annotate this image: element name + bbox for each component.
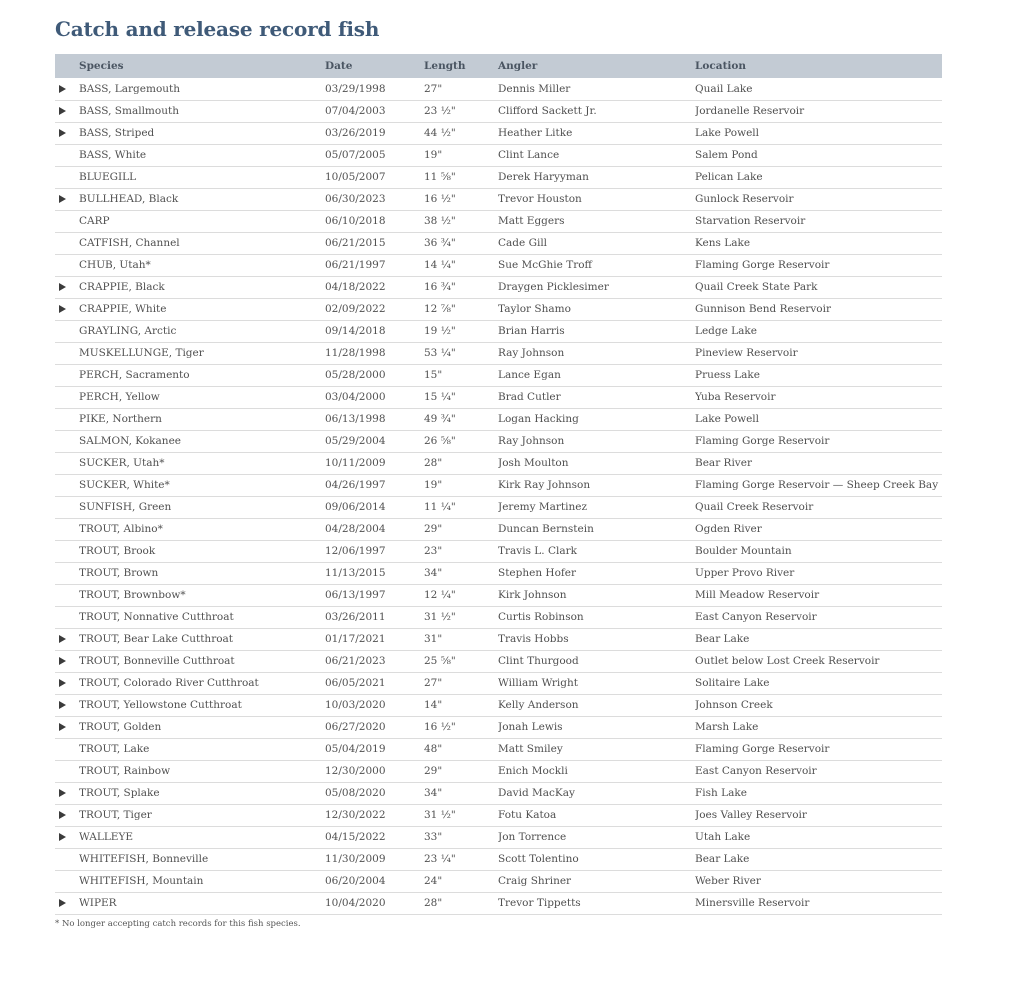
expand-cell: [55, 584, 79, 606]
expand-cell[interactable]: [55, 276, 79, 298]
cell-location: Jordanelle Reservoir: [695, 105, 805, 117]
table-row: [55, 144, 942, 166]
table-row: [55, 342, 942, 364]
expand-cell[interactable]: [55, 672, 79, 694]
cell-length: 28": [424, 897, 443, 909]
cell-length: 15 ¼": [424, 391, 456, 403]
expand-cell: [55, 738, 79, 760]
cell-date: 06/21/2023: [325, 655, 386, 667]
expand-cell: [55, 430, 79, 452]
cell-location: Starvation Reservoir: [695, 215, 806, 227]
cell-location: Flaming Gorge Reservoir: [695, 743, 830, 755]
table-body: [55, 78, 942, 914]
table-row[interactable]: [55, 694, 942, 716]
cell-length: 23": [424, 545, 443, 557]
cell-angler: Scott Tolentino: [498, 853, 579, 865]
cell-date: 05/04/2019: [325, 743, 386, 755]
cell-date: 06/20/2004: [325, 875, 386, 887]
cell-location: Utah Lake: [695, 831, 751, 843]
table-header: [55, 54, 942, 78]
expand-cell: [55, 474, 79, 496]
cell-species: CRAPPIE, Black: [79, 281, 165, 293]
expand-triangle-icon[interactable]: [59, 129, 66, 137]
cell-date: 03/04/2000: [325, 391, 386, 403]
cell-date: 09/14/2018: [325, 325, 386, 337]
cell-date: 12/30/2022: [325, 809, 386, 821]
cell-date: 06/13/1998: [325, 413, 386, 425]
expand-triangle-icon[interactable]: [59, 811, 66, 819]
expand-triangle-icon[interactable]: [59, 657, 66, 665]
expand-column-header: [55, 54, 79, 78]
cell-species: SALMON, Kokanee: [79, 435, 181, 447]
cell-location: Ledge Lake: [695, 325, 757, 337]
cell-length: 27": [424, 82, 443, 95]
expand-cell[interactable]: [55, 100, 79, 122]
expand-cell[interactable]: [55, 78, 79, 100]
cell-angler: Brian Harris: [498, 325, 565, 337]
cell-length: 14": [424, 699, 443, 711]
cell-location: Flaming Gorge Reservoir: [695, 259, 830, 271]
expand-cell: [55, 254, 79, 276]
cell-location: Bear River: [695, 457, 752, 469]
cell-species: WALLEYE: [79, 831, 134, 843]
cell-species: GRAYLING, Arctic: [79, 325, 177, 337]
cell-species: TROUT, Brownbow*: [79, 589, 186, 601]
cell-angler: Dennis Miller: [498, 82, 571, 95]
cell-date: 06/05/2021: [325, 677, 386, 689]
expand-triangle-icon[interactable]: [59, 85, 66, 93]
cell-date: 06/21/2015: [325, 237, 386, 249]
cell-species: TROUT, Albino*: [79, 523, 163, 535]
cell-location: Pelican Lake: [695, 171, 763, 183]
table-row: [55, 210, 942, 232]
cell-length: 19 ½": [424, 325, 456, 337]
cell-location: Joes Valley Reservoir: [695, 809, 807, 821]
cell-location: Bear Lake: [695, 633, 750, 645]
expand-cell: [55, 452, 79, 474]
table-row: [55, 430, 942, 452]
cell-location: Solitaire Lake: [695, 677, 770, 689]
cell-length: 23 ½": [424, 105, 456, 117]
cell-length: 28": [424, 457, 443, 469]
cell-length: 31 ½": [424, 809, 456, 821]
cell-angler: Brad Cutler: [498, 391, 561, 403]
cell-angler: Ray Johnson: [498, 347, 565, 359]
cell-species: BASS, White: [79, 149, 147, 161]
cell-species: WHITEFISH, Mountain: [79, 875, 204, 887]
cell-angler: Kirk Johnson: [498, 589, 567, 601]
cell-location: Flaming Gorge Reservoir — Sheep Creek Bay: [695, 479, 939, 491]
cell-date: 06/30/2023: [325, 193, 386, 205]
expand-cell[interactable]: [55, 826, 79, 848]
table-row: [55, 232, 942, 254]
column-header-species: Species: [79, 60, 124, 72]
cell-date: 06/13/1997: [325, 589, 386, 601]
cell-species: TROUT, Bear Lake Cutthroat: [79, 633, 234, 645]
cell-species: TROUT, Tiger: [79, 809, 152, 821]
expand-cell: [55, 518, 79, 540]
cell-location: Gunlock Reservoir: [695, 193, 794, 205]
cell-length: 31": [424, 633, 443, 645]
table-row: [55, 606, 942, 628]
cell-date: 01/17/2021: [325, 633, 386, 645]
expand-triangle-icon[interactable]: [59, 107, 66, 115]
cell-location: Weber River: [695, 875, 761, 887]
table-row[interactable]: [55, 78, 942, 100]
table-row[interactable]: [55, 298, 942, 320]
cell-species: SUCKER, Utah*: [79, 457, 165, 469]
table-row[interactable]: [55, 122, 942, 144]
cell-length: 27": [424, 677, 443, 689]
table-row[interactable]: [55, 188, 942, 210]
table-row: [55, 474, 942, 496]
table-row: [55, 518, 942, 540]
cell-species: TROUT, Brown: [79, 567, 159, 579]
expand-cell: [55, 408, 79, 430]
table-row: [55, 408, 942, 430]
cell-length: 16 ¾": [424, 281, 456, 293]
table-row: [55, 870, 942, 892]
expand-cell: [55, 540, 79, 562]
cell-angler: Logan Hacking: [498, 413, 579, 425]
cell-species: BULLHEAD, Black: [79, 193, 179, 205]
cell-date: 12/06/1997: [325, 545, 386, 557]
cell-length: 16 ½": [424, 193, 456, 205]
cell-species: MUSKELLUNGE, Tiger: [79, 347, 204, 359]
expand-triangle-icon[interactable]: [59, 723, 66, 731]
table-row[interactable]: [55, 100, 942, 122]
expand-cell[interactable]: [55, 650, 79, 672]
table-row: [55, 320, 942, 342]
expand-cell: [55, 606, 79, 628]
cell-length: 26 ⅝": [424, 435, 456, 447]
cell-species: SUNFISH, Green: [79, 501, 172, 513]
cell-length: 48": [424, 743, 443, 755]
records-table: [55, 54, 942, 915]
cell-angler: Jeremy Martinez: [498, 501, 587, 513]
expand-cell: [55, 870, 79, 892]
cell-location: Pruess Lake: [695, 369, 760, 381]
cell-species: WIPER: [79, 897, 117, 909]
cell-angler: Kelly Anderson: [498, 699, 579, 711]
table-row[interactable]: [55, 782, 942, 804]
expand-triangle-icon[interactable]: [59, 305, 66, 313]
column-header-angler: Angler: [498, 60, 538, 72]
cell-location: Ogden River: [695, 523, 762, 535]
cell-species: TROUT, Lake: [79, 743, 150, 755]
cell-date: 03/26/2019: [325, 127, 386, 139]
cell-angler: Craig Shriner: [498, 875, 572, 887]
cell-length: 11 ⅝": [424, 171, 456, 183]
cell-length: 19": [424, 149, 443, 161]
cell-date: 11/13/2015: [325, 567, 386, 579]
cell-length: 34": [424, 567, 443, 579]
cell-date: 05/07/2005: [325, 149, 386, 161]
cell-location: Johnson Creek: [695, 699, 773, 711]
expand-cell: [55, 232, 79, 254]
cell-species: TROUT, Brook: [79, 545, 156, 557]
table-row: [55, 386, 942, 408]
cell-angler: Jonah Lewis: [498, 721, 563, 733]
cell-angler: Lance Egan: [498, 369, 561, 381]
expand-triangle-icon[interactable]: [59, 635, 66, 643]
cell-date: 05/08/2020: [325, 787, 386, 799]
cell-angler: William Wright: [498, 677, 578, 689]
expand-cell[interactable]: [55, 628, 79, 650]
cell-angler: Clifford Sackett Jr.: [498, 105, 597, 117]
table-row[interactable]: [55, 892, 942, 914]
cell-species: BLUEGILL: [79, 171, 137, 183]
cell-length: 36 ¾": [424, 237, 456, 249]
cell-date: 10/04/2020: [325, 897, 386, 909]
cell-species: TROUT, Yellowstone Cutthroat: [79, 699, 242, 711]
cell-species: BASS, Striped: [79, 127, 155, 139]
cell-angler: Curtis Robinson: [498, 611, 584, 623]
table-row[interactable]: [55, 628, 942, 650]
cell-location: Quail Creek State Park: [695, 281, 818, 293]
cell-location: Quail Creek Reservoir: [695, 501, 814, 513]
expand-cell: [55, 760, 79, 782]
cell-species: PERCH, Sacramento: [79, 369, 190, 381]
cell-location: Boulder Mountain: [695, 545, 792, 557]
table-row: [55, 496, 942, 518]
cell-angler: Taylor Shamo: [498, 303, 571, 315]
column-header-location: Location: [695, 60, 747, 72]
table-row[interactable]: [55, 276, 942, 298]
cell-length: 29": [424, 523, 443, 535]
expand-cell: [55, 496, 79, 518]
cell-length: 24": [424, 875, 443, 887]
expand-triangle-icon[interactable]: [59, 899, 66, 907]
cell-date: 04/18/2022: [325, 281, 386, 293]
expand-triangle-icon[interactable]: [59, 283, 66, 291]
table-row[interactable]: [55, 804, 942, 826]
cell-angler: Fotu Katoa: [498, 809, 557, 821]
column-header-date: Date: [325, 60, 353, 72]
cell-species: CHUB, Utah*: [79, 259, 151, 271]
cell-species: CARP: [79, 215, 110, 227]
expand-cell: [55, 364, 79, 386]
cell-date: 04/26/1997: [325, 479, 386, 491]
cell-date: 04/15/2022: [325, 831, 386, 843]
expand-triangle-icon[interactable]: [59, 789, 66, 797]
expand-cell: [55, 320, 79, 342]
cell-location: East Canyon Reservoir: [695, 611, 817, 623]
cell-species: TROUT, Rainbow: [79, 765, 171, 777]
cell-location: Pineview Reservoir: [695, 347, 798, 359]
cell-species: PIKE, Northern: [79, 413, 162, 425]
expand-cell[interactable]: [55, 716, 79, 738]
table-row: [55, 166, 942, 188]
expand-triangle-icon[interactable]: [59, 833, 66, 841]
page-title: Catch and release record fish: [55, 17, 380, 41]
cell-angler: Duncan Bernstein: [498, 523, 594, 535]
cell-species: BASS, Largemouth: [79, 82, 181, 95]
cell-date: 06/27/2020: [325, 721, 386, 733]
cell-length: 33": [424, 831, 443, 843]
cell-species: PERCH, Yellow: [79, 391, 160, 403]
expand-cell: [55, 144, 79, 166]
cell-length: 53 ¼": [424, 347, 456, 359]
cell-angler: Trevor Tippetts: [498, 897, 581, 909]
expand-cell[interactable]: [55, 188, 79, 210]
cell-angler: Matt Smiley: [498, 743, 563, 755]
cell-location: Flaming Gorge Reservoir: [695, 435, 830, 447]
footnote: * No longer accepting catch records for this fish species.: [55, 919, 301, 929]
cell-angler: Travis L. Clark: [498, 545, 577, 557]
cell-angler: Heather Litke: [498, 127, 573, 139]
cell-location: Salem Pond: [695, 149, 758, 161]
table-row[interactable]: [55, 672, 942, 694]
table-row: [55, 760, 942, 782]
table-row: [55, 738, 942, 760]
cell-date: 06/10/2018: [325, 215, 386, 227]
cell-date: 12/30/2000: [325, 765, 386, 777]
cell-date: 07/04/2003: [325, 105, 386, 117]
cell-date: 10/05/2007: [325, 171, 386, 183]
cell-length: 49 ¾": [424, 413, 456, 425]
expand-cell[interactable]: [55, 298, 79, 320]
cell-date: 05/29/2004: [325, 435, 386, 447]
cell-angler: Travis Hobbs: [498, 633, 569, 645]
header-row: [55, 54, 942, 78]
expand-triangle-icon[interactable]: [59, 701, 66, 709]
cell-species: BASS, Smallmouth: [79, 105, 179, 117]
expand-cell[interactable]: [55, 122, 79, 144]
table-row: [55, 584, 942, 606]
cell-date: 05/28/2000: [325, 369, 386, 381]
cell-length: 23 ¼": [424, 853, 456, 865]
cell-length: 38 ½": [424, 215, 456, 227]
cell-angler: Cade Gill: [498, 237, 548, 249]
cell-species: TROUT, Bonneville Cutthroat: [79, 655, 235, 667]
cell-location: Fish Lake: [695, 787, 747, 799]
column-header-length: Length: [424, 60, 466, 72]
expand-cell[interactable]: [55, 782, 79, 804]
expand-cell: [55, 386, 79, 408]
cell-length: 14 ¼": [424, 259, 456, 271]
cell-location: Upper Provo River: [695, 567, 795, 579]
cell-date: 11/30/2009: [325, 853, 386, 865]
cell-location: Mill Meadow Reservoir: [695, 589, 820, 601]
table-row: [55, 254, 942, 276]
cell-date: 09/06/2014: [325, 501, 386, 513]
cell-angler: Josh Moulton: [498, 457, 569, 469]
expand-cell: [55, 166, 79, 188]
cell-length: 34": [424, 787, 443, 799]
cell-length: 44 ½": [424, 127, 456, 139]
cell-location: Kens Lake: [695, 237, 751, 249]
table-row: [55, 848, 942, 870]
cell-species: TROUT, Nonnative Cutthroat: [79, 611, 234, 623]
cell-angler: Trevor Houston: [498, 193, 582, 205]
cell-angler: Stephen Hofer: [498, 567, 577, 579]
cell-angler: David MacKay: [498, 787, 575, 799]
cell-date: 11/28/1998: [325, 347, 386, 359]
cell-date: 06/21/1997: [325, 259, 386, 271]
table-row[interactable]: [55, 716, 942, 738]
cell-location: Yuba Reservoir: [695, 391, 776, 403]
cell-date: 04/28/2004: [325, 523, 386, 535]
cell-location: Lake Powell: [695, 413, 760, 425]
table-row: [55, 562, 942, 584]
cell-length: 15": [424, 369, 443, 381]
cell-location: Quail Lake: [695, 82, 753, 95]
cell-length: 31 ½": [424, 611, 456, 623]
cell-location: Outlet below Lost Creek Reservoir: [695, 655, 880, 667]
cell-location: Lake Powell: [695, 127, 760, 139]
cell-angler: Sue McGhie Troff: [498, 259, 593, 271]
cell-length: 12 ¼": [424, 589, 456, 601]
cell-length: 12 ⅞": [424, 303, 456, 315]
expand-cell[interactable]: [55, 804, 79, 826]
expand-triangle-icon[interactable]: [59, 679, 66, 687]
table-row: [55, 452, 942, 474]
cell-date: 10/03/2020: [325, 699, 386, 711]
cell-species: CRAPPIE, White: [79, 303, 167, 315]
cell-location: Minersville Reservoir: [695, 897, 810, 909]
cell-species: TROUT, Golden: [79, 721, 162, 733]
table-row: [55, 540, 942, 562]
cell-date: 10/11/2009: [325, 457, 386, 469]
cell-angler: Clint Lance: [498, 149, 560, 161]
expand-cell: [55, 562, 79, 584]
cell-date: 03/29/1998: [325, 82, 386, 95]
expand-cell: [55, 848, 79, 870]
cell-location: Bear Lake: [695, 853, 750, 865]
cell-angler: Clint Thurgood: [498, 655, 579, 667]
cell-date: 03/26/2011: [325, 611, 386, 623]
cell-location: East Canyon Reservoir: [695, 765, 817, 777]
cell-length: 16 ½": [424, 721, 456, 733]
expand-cell: [55, 342, 79, 364]
cell-length: 19": [424, 479, 443, 491]
expand-cell[interactable]: [55, 892, 79, 914]
cell-angler: Kirk Ray Johnson: [498, 479, 591, 491]
expand-cell: [55, 210, 79, 232]
cell-species: WHITEFISH, Bonneville: [79, 853, 209, 865]
cell-species: TROUT, Splake: [79, 787, 160, 799]
cell-angler: Jon Torrence: [498, 831, 567, 843]
cell-angler: Ray Johnson: [498, 435, 565, 447]
cell-angler: Derek Haryyman: [498, 171, 589, 183]
table-row[interactable]: [55, 650, 942, 672]
cell-location: Gunnison Bend Reservoir: [695, 303, 831, 315]
cell-date: 02/09/2022: [325, 303, 386, 315]
cell-length: 11 ¼": [424, 501, 456, 513]
cell-species: CATFISH, Channel: [79, 237, 180, 249]
cell-length: 29": [424, 765, 443, 777]
table-row: [55, 364, 942, 386]
cell-angler: Matt Eggers: [498, 215, 565, 227]
table-row[interactable]: [55, 826, 942, 848]
cell-angler: Enich Mockli: [498, 765, 568, 777]
expand-triangle-icon[interactable]: [59, 195, 66, 203]
expand-cell[interactable]: [55, 694, 79, 716]
cell-length: 25 ⅝": [424, 655, 456, 667]
cell-location: Marsh Lake: [695, 721, 759, 733]
cell-angler: Draygen Picklesimer: [498, 281, 609, 293]
cell-species: SUCKER, White*: [79, 479, 170, 491]
cell-species: TROUT, Colorado River Cutthroat: [79, 677, 259, 689]
